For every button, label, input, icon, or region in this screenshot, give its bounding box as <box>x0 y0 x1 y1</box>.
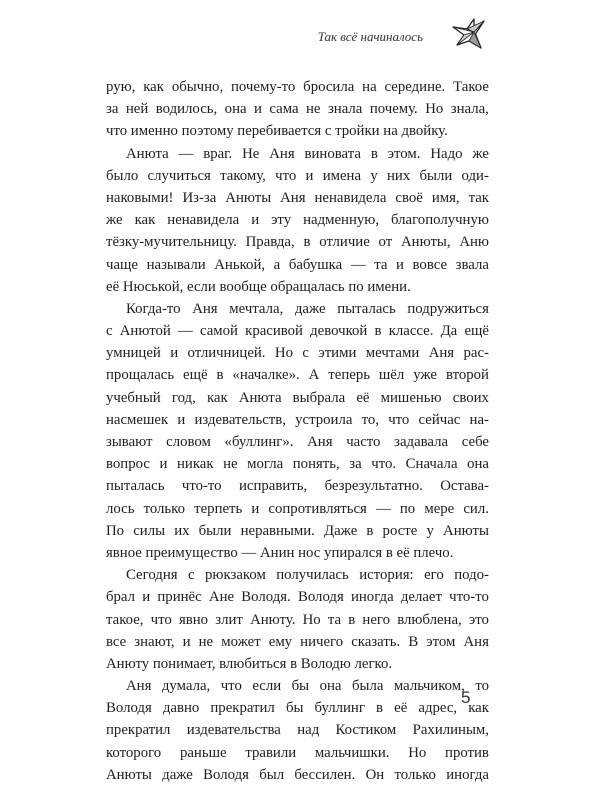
text-line: Аня думала, что если бы она была мальчиком, то <box>126 678 489 695</box>
text-line: было случиться такому, что и имена у них были оди- <box>106 167 489 184</box>
text-line: пыталась что-то исправить, безрезультатно. Остава- <box>106 478 489 495</box>
body-text <box>106 76 489 786</box>
text-line: По силы их были неравными. Даже в росте у Анюты <box>106 522 489 539</box>
text-line: Анюта — враг. Не Аня виновата в этом. Надо же <box>126 145 489 162</box>
text-line: зывают словом «буллинг». Аня часто задавала себе <box>106 434 489 450</box>
star-icon <box>451 17 489 55</box>
text-line: наковыми! Из-за Анюты Аня ненавидела своё имя, так <box>106 189 489 206</box>
text-line: Сегодня с рюкзаком получилась история: его подо- <box>126 567 489 584</box>
text-line: тёзку-мучительницу. Правда, в отличие от Анюты, Аню <box>106 234 489 251</box>
page-number: 5 <box>461 688 471 707</box>
text-line: чаще называли Анькой, а бабушка — та и вовсе звала <box>106 256 489 273</box>
running-head: Так всё начиналось <box>317 29 423 44</box>
text-line: умницей и отличницей. Но с этими мечтами Аня рас- <box>106 345 489 362</box>
text-line: которого раньше травили мальчишки. Но против <box>106 744 489 761</box>
text-line: Анюты даже Володя был бессилен. Он только иногда <box>106 766 489 783</box>
page-header <box>106 17 489 51</box>
text-line: что именно поэтому перебивается с тройки на двойку. <box>106 123 448 140</box>
text-line: за ней водилось, она и сама не знала почему. Но знала, <box>106 101 489 118</box>
text-line: Анюту понимает, влюбиться в Володю легко. <box>106 655 393 672</box>
text-line: учебный год, как Анюта выбрала её мишенью своих <box>106 389 489 406</box>
text-line: прекратил издевательства над Костиком Рахилиным, <box>106 722 489 739</box>
text-line: Когда-то Аня мечтала, даже пыталась подружиться <box>126 300 489 317</box>
text-line: прощалась ещё в «началке». А теперь шёл уже второй <box>106 367 489 384</box>
text-line: брал и принёс Ане Володя. Володя иногда делает что-то <box>106 589 489 606</box>
text-line: Володя давно прекратил бы буллинг в её адрес, как <box>106 700 489 717</box>
text-line: рую, как обычно, почему-то бросила на середине. Такое <box>106 79 489 95</box>
text-line: все знают, и не может ему ничего сказать. В этом Аня <box>106 633 489 650</box>
text-line: такое, что явно злит Анюту. Но та в него влюблена, это <box>106 611 489 628</box>
text-line: же как ненавидела и эту надменную, благополучную <box>106 212 489 229</box>
text-line: насмешек и издевательств, устроила то, что сейчас на- <box>106 411 489 428</box>
text-line: с Анютой — самой красивой девочкой в классе. Да ещё <box>106 323 489 340</box>
text-line: вопрос и никак не могла понять, за что. Сначала она <box>106 456 489 473</box>
text-line: лось только терпеть и сопротивляться — по мере сил. <box>106 500 489 517</box>
text-line: явное преимущество — Анин нос упирался в её плечо. <box>106 544 454 561</box>
text-line: её Нюськой, если вообще обращалась по имени. <box>106 278 411 295</box>
